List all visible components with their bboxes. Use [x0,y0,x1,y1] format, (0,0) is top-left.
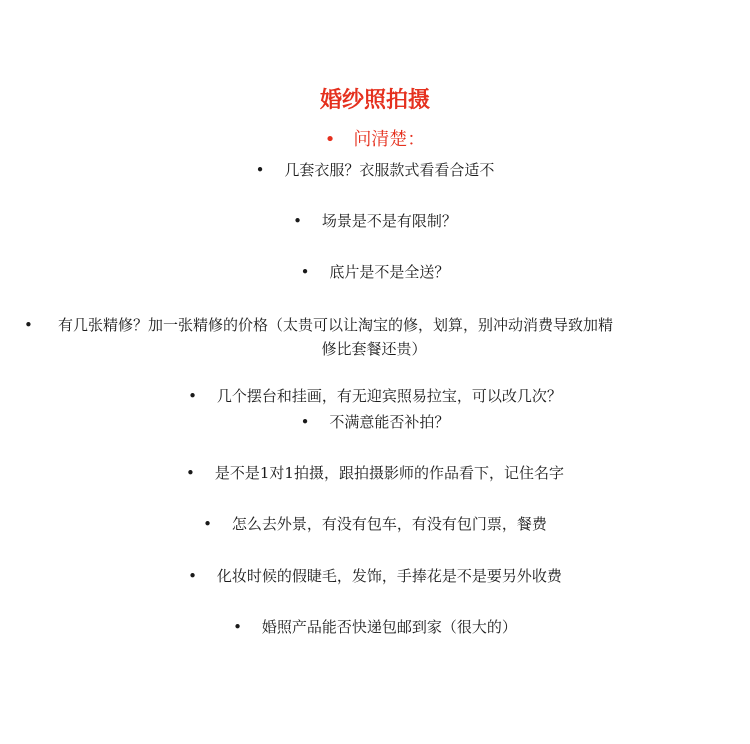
bullet-icon: • [293,212,302,230]
list-item-text: 是不是1对1拍摄，跟拍摄影师的作品看下，记住名字 [214,464,564,482]
list-item-frames [0,384,750,408]
bullet-icon: • [188,387,197,405]
list-item-retouch [24,313,724,361]
list-item-outfits [0,158,750,182]
list-item-photographer [0,461,750,485]
section-heading-text: 问清楚： [353,129,426,150]
list-item-delivery [0,615,750,639]
list-item-text: 化妆时候的假睫毛，发饰，手捧花是不是要另外收费 [216,567,562,585]
bullet-icon: • [203,515,212,533]
bullet-icon: • [24,316,33,334]
list-item-text: 不满意能否补拍？ [329,413,450,431]
list-item-reshoot [0,410,750,434]
bullet-icon: • [233,618,242,636]
list-item-text: 几套衣服？衣服款式看看合适不 [284,161,495,179]
list-item-text: 底片是不是全送？ [329,263,450,281]
bullet-icon: • [186,464,195,482]
bullet-icon: • [324,129,336,150]
bullet-icon: • [188,567,197,585]
list-item-scenes [0,209,750,233]
bullet-icon: • [300,263,310,281]
list-item-line-2: 修比套餐还贵） [321,340,427,358]
list-item-text: 怎么去外景，有没有包车，有没有包门票，餐费 [231,515,547,533]
page-title: 婚纱照拍摄 [319,87,430,113]
list-item-text: 场景是不是有限制？ [321,212,457,230]
list-item-negatives [0,260,750,284]
list-item-text: 婚照产品能否快递包邮到家（很大的） [261,618,517,636]
section-heading [0,128,750,152]
list-item-line-1 [24,313,724,337]
list-item-text: 几个摆台和挂画，有无迎宾照易拉宝，可以改几次？ [216,387,562,405]
bullet-icon: • [300,413,310,431]
list-item-outdoor [0,512,750,536]
list-item-makeup [0,564,750,588]
bullet-icon: • [255,161,265,179]
list-item-text: 有几张精修？加一张精修的价格（太贵可以让淘宝的修，划算，别冲动消费导致加精 [58,316,614,334]
